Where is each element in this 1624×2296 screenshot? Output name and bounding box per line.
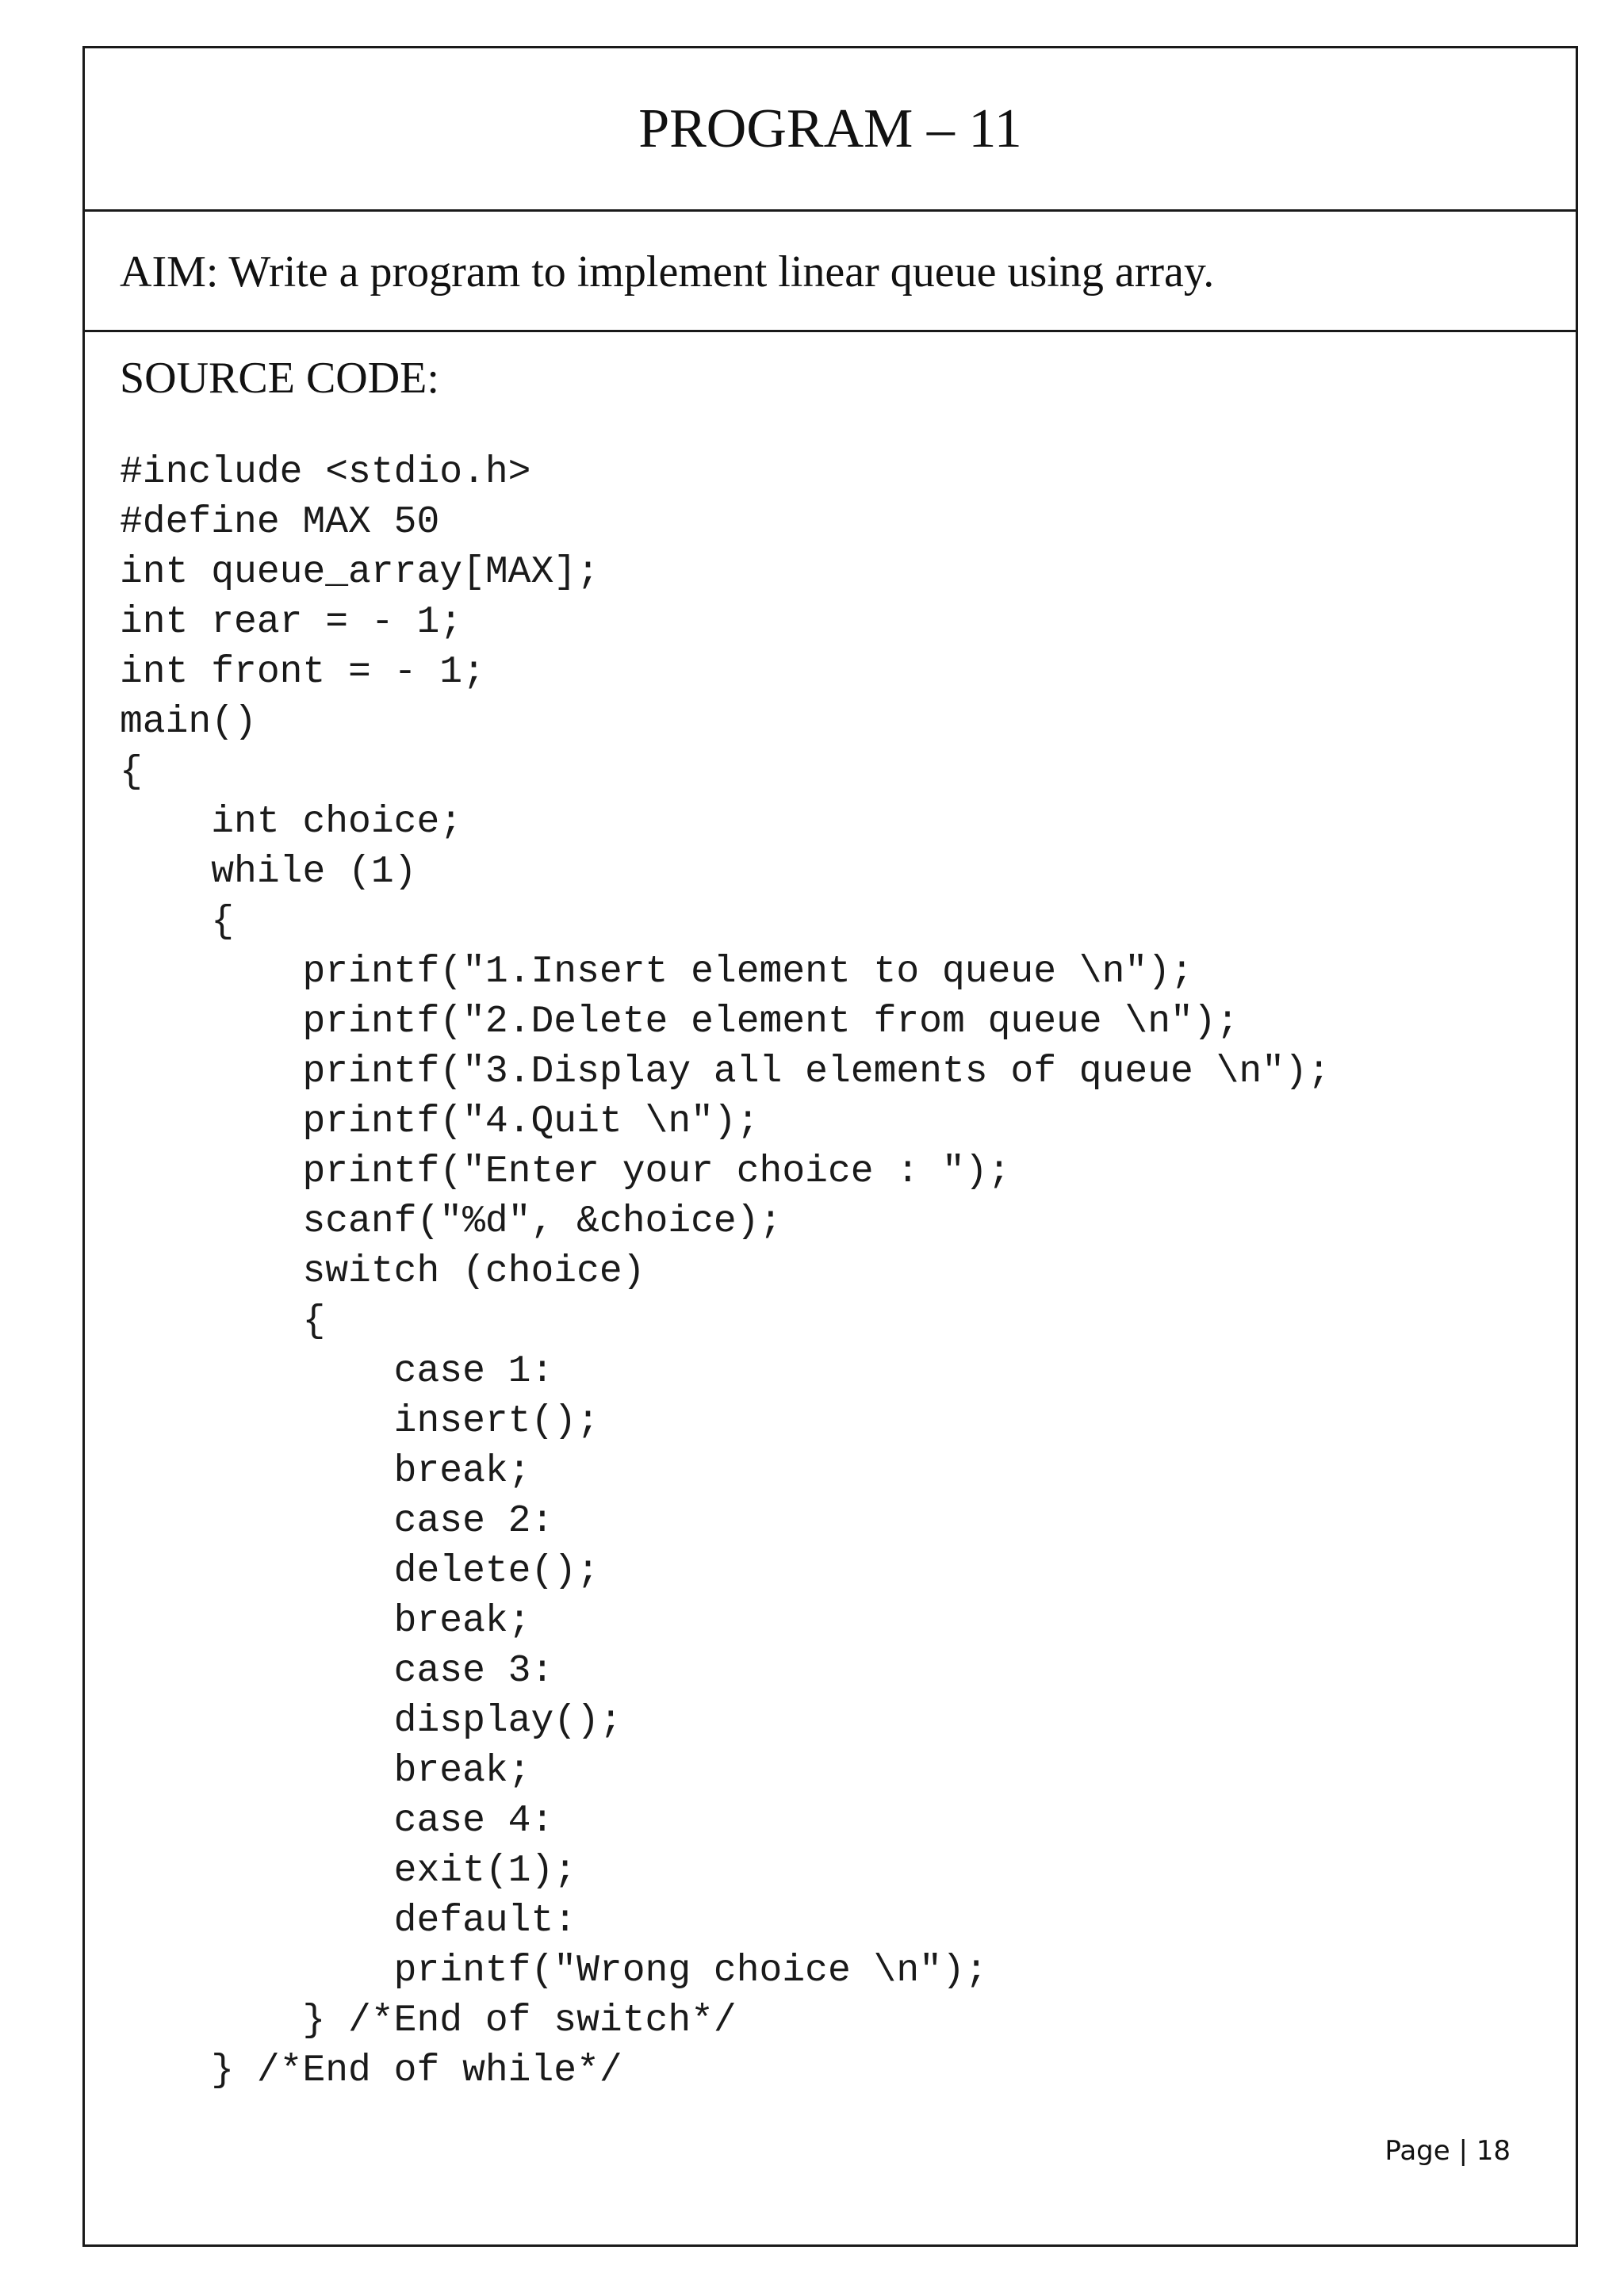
code-line: case 3: [120, 1650, 554, 1693]
code-line: int front = - 1; [120, 651, 485, 694]
code-line: case 2: [120, 1500, 554, 1543]
code-line: printf("Wrong choice \n"); [120, 1950, 988, 1992]
code-line: { [120, 751, 143, 794]
code-line: delete(); [120, 1550, 599, 1593]
code-line: #include <stdio.h> [120, 451, 531, 494]
code-line: break; [120, 1600, 531, 1643]
code-line: printf("2.Delete element from queue \n"); [120, 1001, 1239, 1043]
code-line: while (1) [120, 851, 417, 894]
title-row [85, 48, 1576, 212]
code-line: int choice; [120, 801, 463, 844]
source-code-label: SOURCE CODE: [120, 354, 439, 403]
code-line: int queue_array[MAX]; [120, 551, 599, 594]
code-line: int rear = - 1; [120, 601, 463, 644]
code-line: scanf("%d", &choice); [120, 1200, 783, 1243]
code-line: printf("3.Display all elements of queue \n"); [120, 1050, 1331, 1093]
code-line: printf("Enter your choice : "); [120, 1150, 1011, 1193]
page-frame [82, 46, 1578, 2247]
code-line: } /*End of while*/ [120, 2049, 622, 2092]
code-line: case 1: [120, 1350, 554, 1393]
code-line: exit(1); [120, 1850, 577, 1892]
code-line: main() [120, 701, 257, 744]
page-number: Page | 18 [1385, 2135, 1511, 2167]
aim-text: AIM: Write a program to implement linear queue using array. [120, 247, 1215, 297]
code-line: printf("4.Quit \n"); [120, 1100, 760, 1143]
code-line: case 4: [120, 1800, 554, 1843]
code-line: } /*End of switch*/ [120, 1999, 737, 2042]
code-line: switch (choice) [120, 1250, 645, 1293]
code-line: break; [120, 1750, 531, 1793]
code-line: break; [120, 1450, 531, 1493]
aim-row [85, 212, 1576, 332]
code-line: { [120, 1300, 326, 1343]
code-line: #define MAX 50 [120, 501, 440, 544]
code-line: display(); [120, 1700, 622, 1743]
code-line: { [120, 901, 235, 943]
code-line: printf("1.Insert element to queue \n"); [120, 951, 1193, 993]
code-line: insert(); [120, 1400, 599, 1443]
source-code-block [120, 448, 1331, 2096]
code-line: default: [120, 1900, 577, 1942]
program-title: PROGRAM – 11 [638, 98, 1022, 159]
